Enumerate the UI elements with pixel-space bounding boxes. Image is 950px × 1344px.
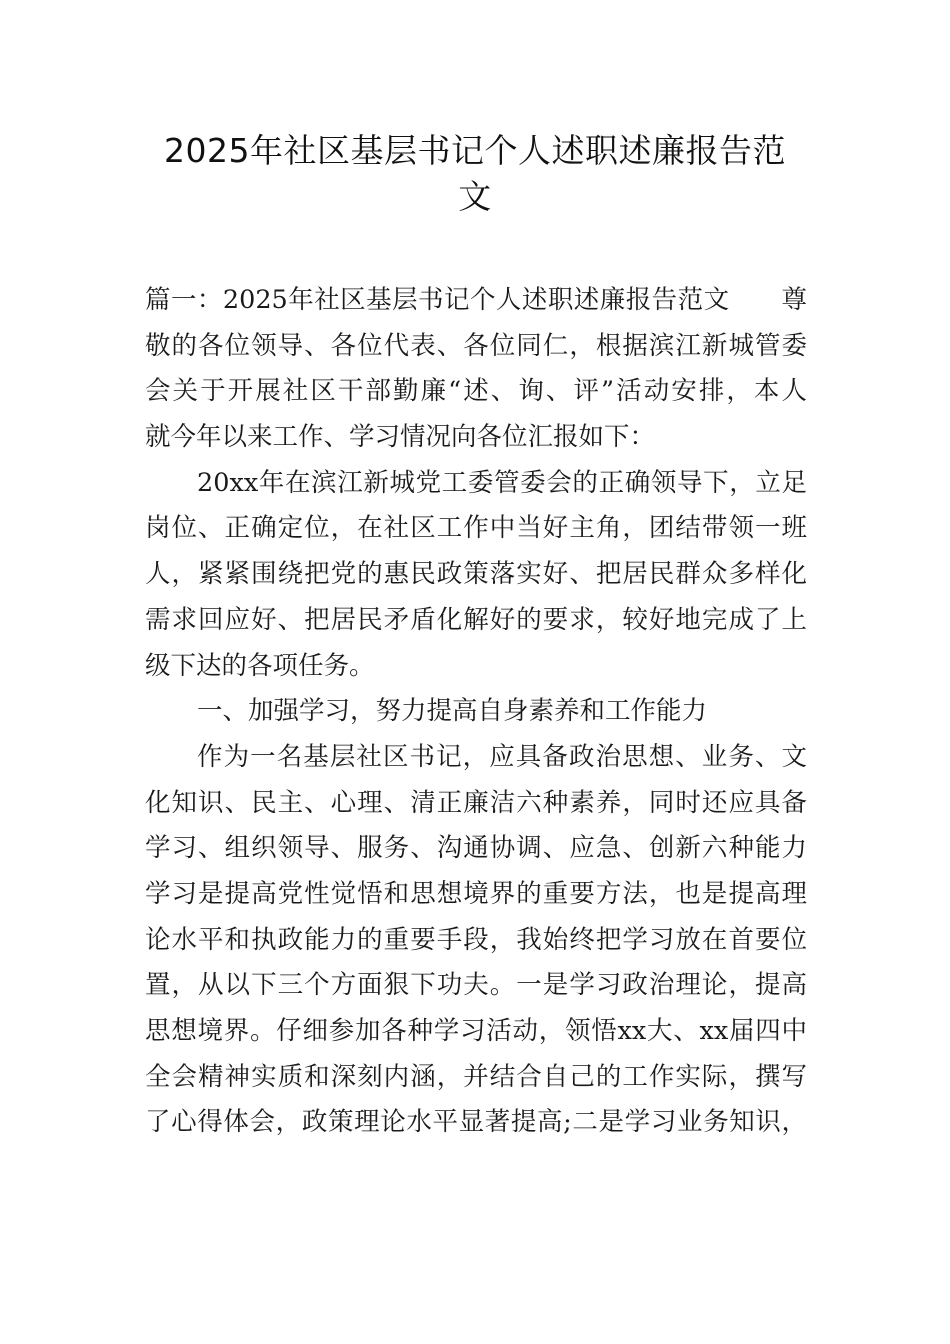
body-line-12: 化知识、民主、心理、清正廉洁六种素养，同时还应具备 <box>145 787 807 818</box>
body-line-3: 会关于开展社区干部勤廉“述、询、评”活动安排，本人 <box>145 376 807 407</box>
body-line-9: 级下达的各项任务。 <box>145 650 375 681</box>
body-line-16: 置，从以下三个方面狠下功夫。一是学习政治理论，提高 <box>145 970 807 1001</box>
body-line-8: 需求回应好、把居民矛盾化解好的要求，较好地完成了上 <box>145 604 807 635</box>
body-line-13: 学习、组织领导、服务、沟通协调、应急、创新六种能力 <box>145 833 807 864</box>
body-line-4: 就今年以来工作、学习情况向各位汇报如下： <box>145 422 656 453</box>
body-line-17: 思想境界。仔细参加各种学习活动，领悟xx大、xx届四中 <box>145 1016 807 1046</box>
body-line-14: 学习是提高党性觉悟和思想境界的重要方法，也是提高理 <box>145 878 807 909</box>
body-line-6: 岗位、正确定位，在社区工作中当好主角，团结带领一班 <box>145 513 807 544</box>
document-title <box>120 128 830 220</box>
document-body <box>145 278 807 1146</box>
body-line-1: 篇一：2025年社区基层书记个人述职述廉报告范文 尊 <box>145 285 807 315</box>
body-line-15: 论水平和执政能力的重要手段，我始终把学习放在首要位 <box>145 924 807 955</box>
body-line-11: 作为一名基层社区书记，应具备政治思想、业务、文 <box>197 741 807 772</box>
body-line-5: 20xx年在滨江新城党工委管委会的正确领导下，立足 <box>197 467 807 498</box>
body-line-18: 全会精神实质和深刻内涵，并结合自己的工作实际，撰写 <box>145 1061 807 1092</box>
body-line-19: 了心得体会，政策理论水平显著提高;二是学习业务知识， <box>145 1107 807 1138</box>
body-line-2: 敬的各位领导、各位代表、各位同仁，根据滨江新城管委 <box>145 330 807 361</box>
title-line-2: 文 <box>458 177 492 216</box>
body-line-7: 人，紧紧围绕把党的惠民政策落实好、把居民群众多样化 <box>145 559 807 590</box>
section-heading: 一、加强学习，努力提高自身素养和工作能力 <box>197 696 708 727</box>
title-line-1: 2025年社区基层书记个人述职述廉报告范 <box>164 131 786 170</box>
